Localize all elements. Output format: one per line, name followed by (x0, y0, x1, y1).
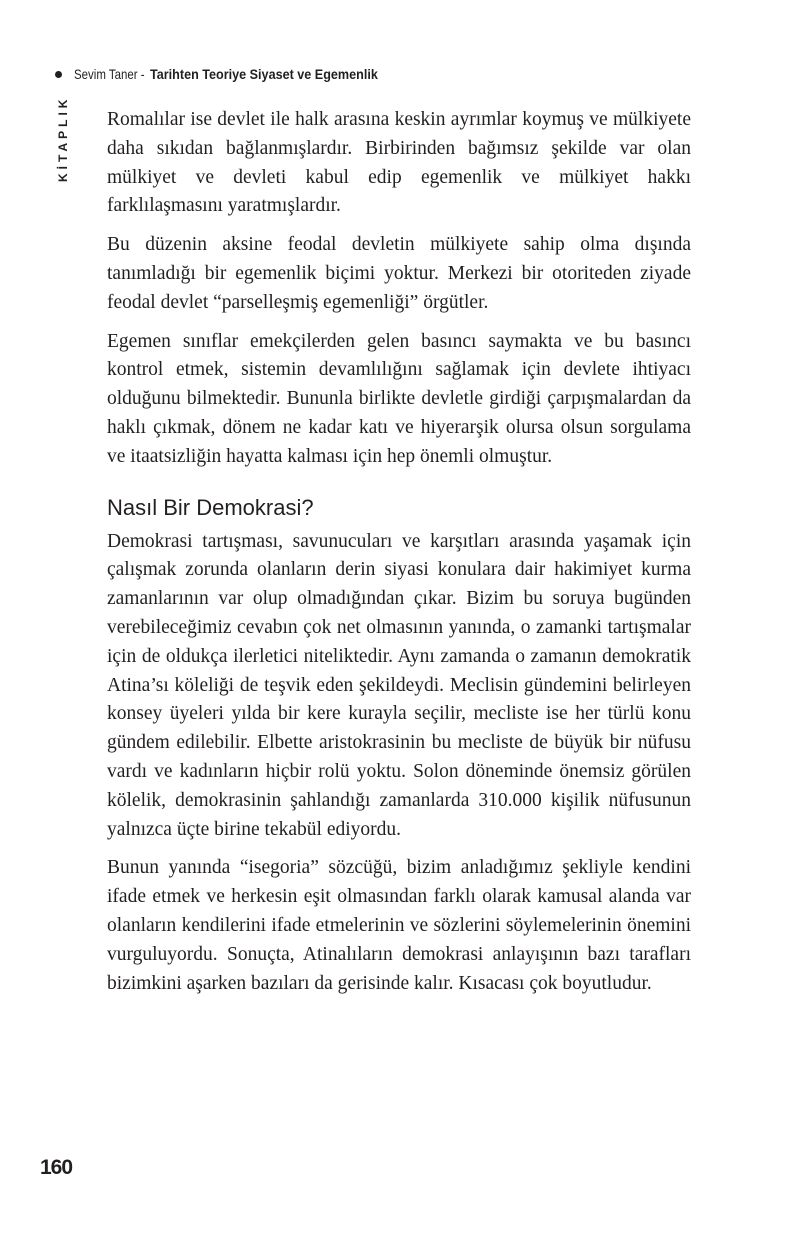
header-author: Sevim Taner - (74, 66, 145, 82)
paragraph: Egemen sınıflar emekçilerden gelen basıncı saymakta ve bu basıncı kontrol etmek, sistemin devamlılığını sağlamak için devlete ihtiyacı olduğunu bilmektedir. Bununla birlikte devletle girdiği çarpışmalardan da haklı çıkmak, dönem ne kadar katı ve hiyerarşik olursa olsun sorgulama ve itaatsizliğin hayatta kalması için hep önemli olmuştur. (107, 330, 691, 467)
section-heading: Nasıl Bir Demokrasi? (107, 494, 314, 520)
bullet-icon (55, 71, 62, 78)
page-number: 160 (40, 1156, 73, 1179)
paragraph: Bunun yanında “isegoria” sözcüğü, bizim anladığımız şekliyle kendini ifade etmek ve herkesin eşit olmasından farklı olarak kamusal alanda var olanların kendilerini ifade etmelerinin ve sözlerini söylemelerinin önemini vurguluyordu. Sonuçta, Atinalıların demokrasi anlayışının bazı tarafları bizimkini aşarken bazıları da gerisinde kalır. Kısacası çok boyutludur. (107, 857, 691, 994)
paragraph: Bu düzenin aksine feodal devletin mülkiyete sahip olma dışında tanımladığı bir egemenlik biçimi yoktur. Merkezi bir otoriteden ziyade feodal devlet “parselleşmiş egemenliği” örgütler. (107, 234, 691, 313)
side-label: KİTAPLIK (56, 95, 70, 182)
page-content (107, 106, 691, 1008)
running-header (55, 64, 403, 84)
paragraph: Romalılar ise devlet ile halk arasına keskin ayrımlar koymuş ve mülkiyete daha sıkıdan bağlanmışlardır. Birbirinden bağımsız şekilde var olan mülkiyet ve devleti kabul edip egemenlik ve mülkiyet hakkı farklılaşmasını yaratmışlardır. (107, 109, 691, 217)
paragraph: Demokrasi tartışması, savunucuları ve karşıtları arasında yaşamak için çalışmak zorunda olanların derin siyasi konulara dair hakimiyet kurma zamanlarının var olup olmadığından çıkar. Bizim bu soruya bugünden verebileceğimiz cevabın çok net olmasının yanında, o zamanki tartışmalar için de oldukça ilerletici niteliktedir. Aynı zamanda o zamanın demokratik Atina’sı köleliği de teşvik eden şekildeydi. Meclisin gündemini belirleyen konsey üyeleri yılda bir kere kurayla seçilir, mecliste ise her türlü konu gündem edilebilir. Elbette aristokrasinin bu mecliste de büyük bir nüfusu vardı ve kadınların hiçbir rolü yoktu. Solon döneminde önemsiz görülen kölelik, demokrasinin şahlandığı zamanlarda 310.000 kişilik nüfusunun yalnızca üçte birine tekabül ediyordu. (107, 530, 691, 840)
header-book-title: Tarihten Teoriye Siyaset ve Egemenlik (150, 66, 378, 82)
